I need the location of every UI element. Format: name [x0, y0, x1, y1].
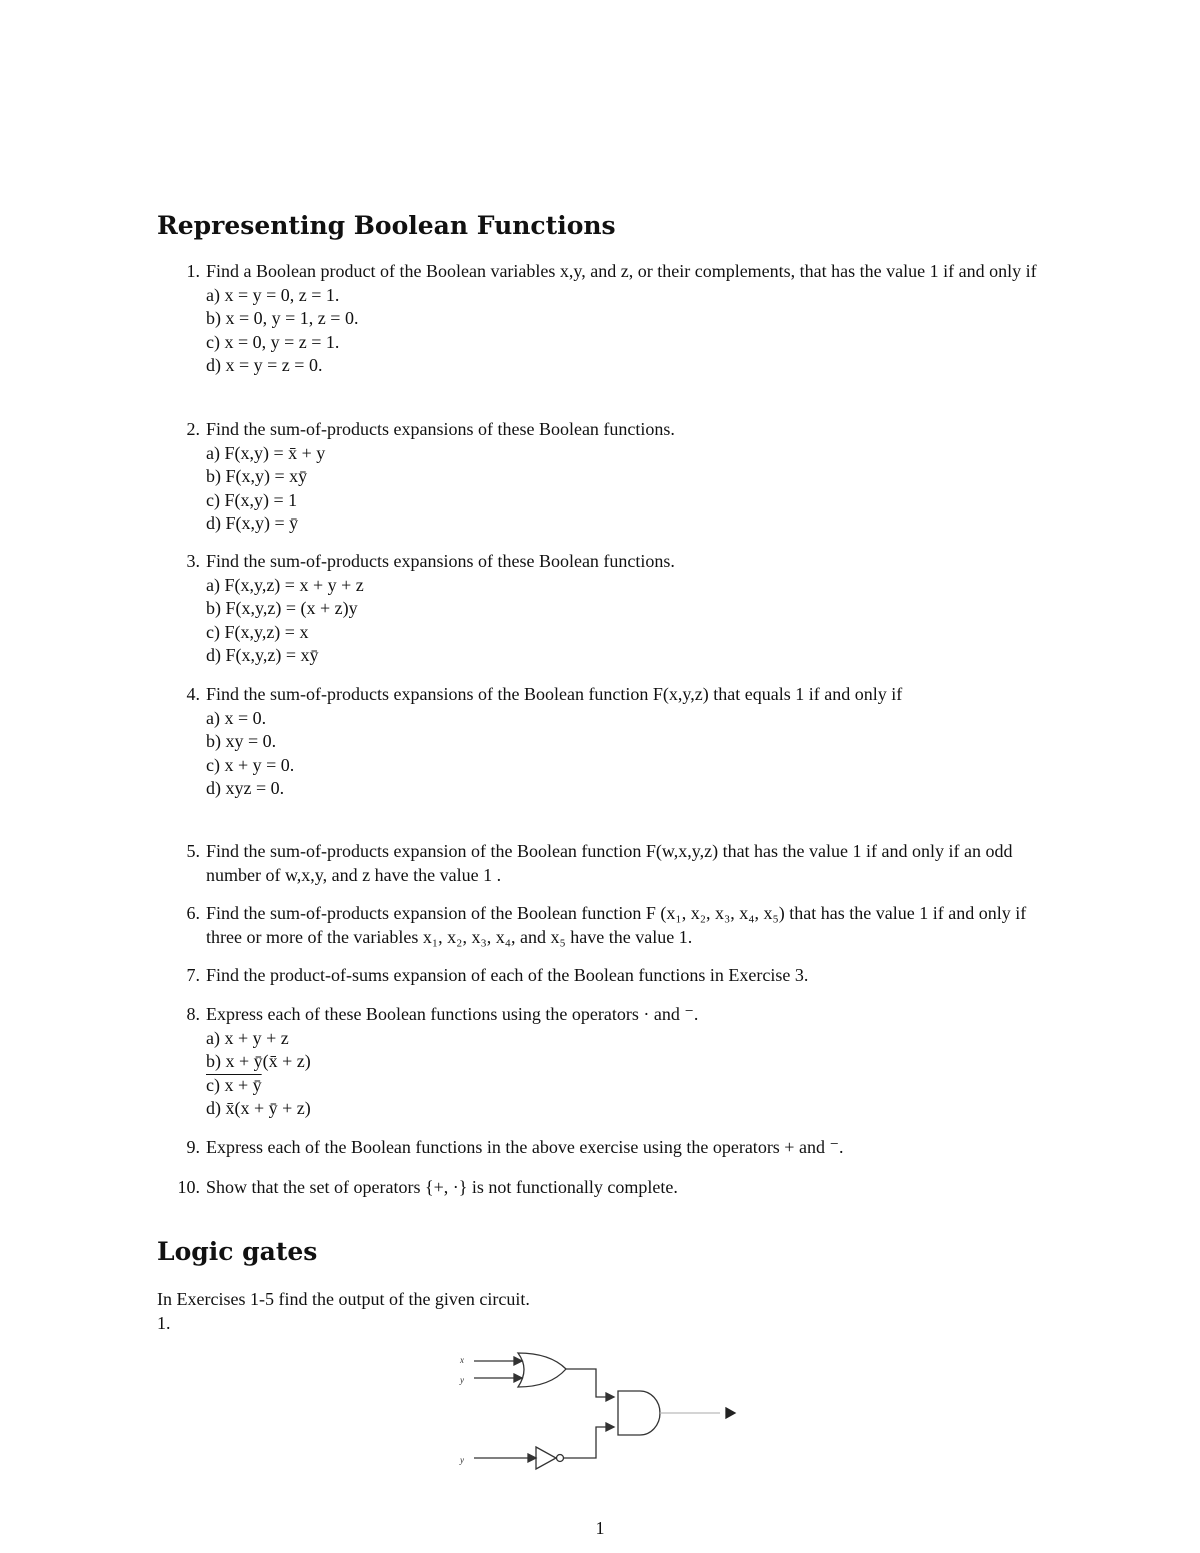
circuit-input-label: y [460, 1455, 464, 1465]
exercise-part: c) x + ȳ [206, 1074, 262, 1095]
exercise-part: a) x = 0. [206, 707, 267, 728]
exercise-part: c) F(x,y) = 1 [206, 489, 298, 510]
exercise-3 [160, 550, 1060, 668]
exercise-part: c) x = 0, y = z = 1. [206, 331, 340, 352]
exercise-part: a) x = y = 0, z = 1. [206, 284, 340, 305]
exercise-7 [160, 964, 1060, 988]
wire [564, 1427, 614, 1458]
exercise-text: Express each of these Boolean functions using the operators · and ⁻. [206, 1004, 699, 1024]
exercise-number: 6. [186, 903, 200, 923]
exercise-part: d) xyz = 0. [206, 778, 285, 798]
circuit-input-label: y [460, 1375, 464, 1385]
exercise-text: Find a Boolean product of the Boolean variables x,y, and z, or their complements, that has the value 1 if and only if [206, 261, 1037, 281]
exercise-part: a) F(x,y) = x̄ + y [206, 442, 326, 463]
exercise-2 [160, 418, 1060, 536]
exercise-part: d) x = y = z = 0. [206, 355, 323, 375]
exercise-number: 5. [186, 841, 200, 861]
exercise-number: 1. [186, 261, 200, 281]
exercise-5 [160, 840, 1060, 887]
exercise-part: d) F(x,y,z) = xȳ [206, 645, 319, 665]
logic-gates-intro: In Exercises 1-5 find the output of the given circuit. [157, 1289, 530, 1309]
circuit-item-number: 1. [157, 1313, 171, 1333]
exercise-text: Find the product-of-sums expansion of each of the Boolean functions in Exercise 3. [206, 965, 809, 985]
exercise-part: c) F(x,y,z) = x [206, 621, 309, 642]
exercise-number: 2. [186, 419, 200, 439]
exercise-number: 8. [186, 1004, 200, 1024]
arrow-icon [528, 1454, 536, 1462]
exercise-6 [160, 902, 1060, 949]
exercise-text: Show that the set of operators {+, ·} is not functionally complete. [206, 1177, 678, 1197]
exercise-part: b) x + ȳ(x̄ + z) [206, 1051, 311, 1071]
exercise-part: d) F(x,y) = ȳ [206, 513, 299, 533]
not-gate-icon [536, 1447, 556, 1469]
exercise-4 [160, 683, 1060, 801]
arrow-icon [606, 1423, 614, 1431]
section-title-logic-gates: Logic gates [157, 1237, 318, 1266]
exercise-text: Find the sum-of-products expansions of the Boolean function F(x,y,z) that equals 1 if and only if [206, 684, 903, 704]
exercise-1 [160, 260, 1060, 378]
exercise-part: a) x + y + z [206, 1027, 289, 1048]
exercise-10 [160, 1176, 1060, 1200]
exercise-8 [160, 1003, 1060, 1121]
and-gate-icon [618, 1391, 660, 1435]
exercise-part: c) x + y = 0. [206, 754, 295, 775]
exercise-number: 9. [186, 1137, 200, 1157]
exercise-text: Find the sum-of-products expansion of the Boolean function F(w,x,y,z) that has the value 1 if and only if an odd number of w,x,y, and z have the value 1 . [206, 841, 1013, 885]
exercise-part: b) xy = 0. [206, 731, 277, 751]
exercise-number: 4. [186, 684, 200, 704]
exercise-part: b) F(x,y) = xȳ [206, 466, 308, 486]
exercise-number: 7. [186, 965, 200, 985]
output-arrow-icon [726, 1408, 735, 1418]
circuit-input-label: x [460, 1355, 464, 1365]
exercise-text: Find the sum-of-products expansion of the Boolean function F (x₁, x₂, x₃, x₄, x₅) that has the value 1 if and only if three or more of the variables x₁, x₂, x₃, x₄, and x₅ have the value 1. [206, 903, 1027, 947]
inverter-bubble [557, 1455, 564, 1462]
exercise-text: Express each of the Boolean functions in the above exercise using the operators + and ⁻. [206, 1137, 844, 1157]
logic-circuit-diagram [450, 1345, 750, 1475]
exercise-number: 10. [177, 1177, 200, 1197]
exercise-number: 3. [186, 551, 200, 571]
exercise-9 [160, 1136, 1060, 1160]
arrow-icon [606, 1393, 614, 1401]
exercise-part: d) x̄(x + ȳ + z) [206, 1098, 311, 1118]
exercise-text: Find the sum-of-products expansions of these Boolean functions. [206, 551, 675, 571]
section-title-representing-boolean-functions: Representing Boolean Functions [157, 211, 616, 240]
exercise-part: b) x = 0, y = 1, z = 0. [206, 308, 359, 328]
or-gate-icon [518, 1353, 566, 1387]
exercise-part: b) F(x,y,z) = (x + z)y [206, 598, 358, 618]
exercise-text: Find the sum-of-products expansions of these Boolean functions. [206, 419, 675, 439]
page-number: 1 [595, 1518, 605, 1538]
exercise-part: a) F(x,y,z) = x + y + z [206, 574, 364, 595]
